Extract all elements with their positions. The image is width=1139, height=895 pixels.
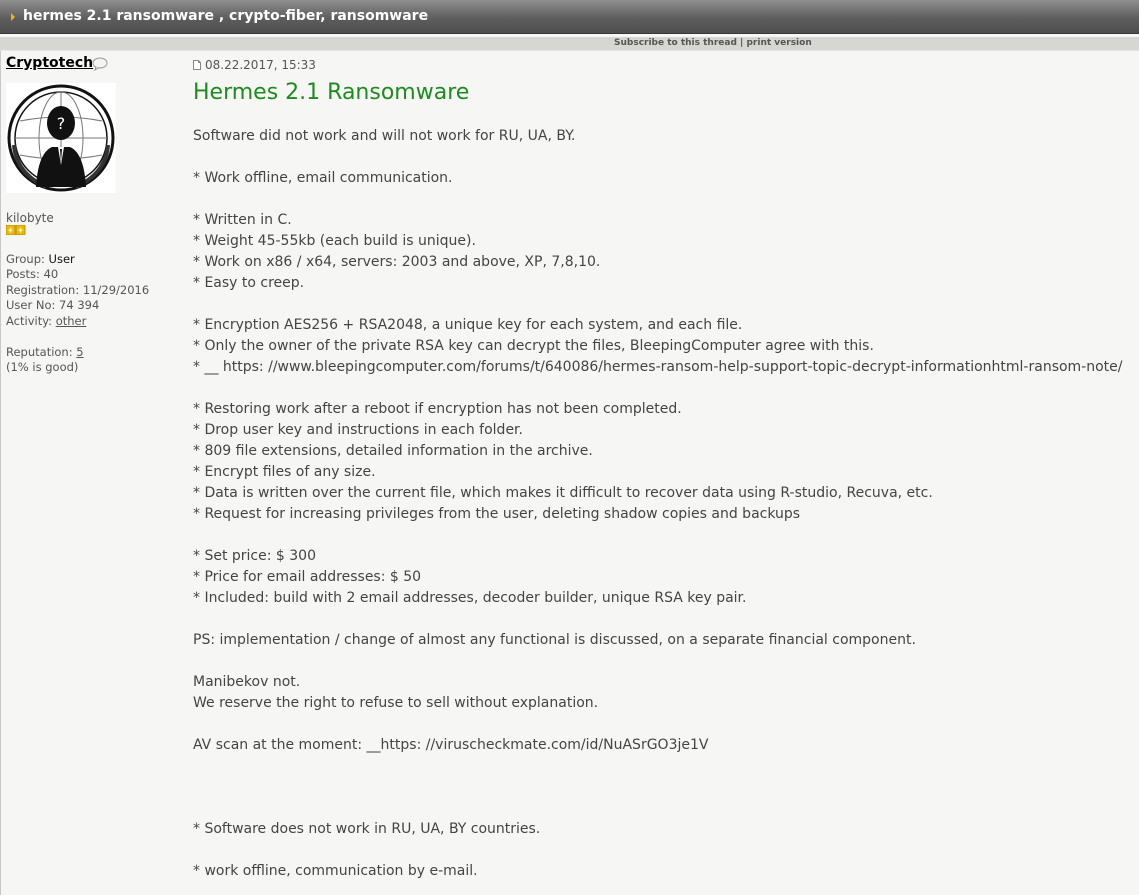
user-activity-link[interactable]: other (55, 314, 87, 328)
post-line: * Work offline, email communication. (193, 170, 453, 186)
post-line: * Easy to creep. (193, 275, 305, 291)
post-line: * Drop user key and instructions in each folder. (193, 422, 523, 438)
post-line: * Encryption AES256 + RSA2048, a unique key for each system, and each file. (193, 317, 743, 333)
post-line (193, 189, 1133, 210)
post-line: Manibekov not. (193, 674, 301, 690)
post-line (193, 525, 1133, 546)
post-line: PS: implementation / change of almost any functional is discussed, on a separate financial component. (193, 632, 916, 648)
post-date-text: 08.22.2017, 15:33 (205, 58, 316, 72)
post-line: * Work on x86 / x64, servers: 2003 and above, XP, 7,8,10. (193, 254, 601, 270)
reputation-link[interactable]: 5 (76, 345, 84, 359)
user-number: User No: 74 394 (6, 298, 100, 312)
print-version-link[interactable]: print version (746, 38, 812, 48)
post-line: * work offline, communication by e-mail. (193, 863, 478, 879)
post-line: * Encrypt files of any size. (193, 464, 376, 480)
user-activity: Activity: other (6, 314, 87, 328)
document-icon (193, 60, 201, 70)
post-body (193, 126, 1133, 882)
post-line (193, 798, 1133, 819)
user-group: Group: User (6, 252, 75, 266)
post-line (193, 294, 1133, 315)
post-line (193, 777, 1133, 798)
post-line: * Restoring work after a reboot if encryption has not been completed. (193, 401, 682, 417)
thread-tools-bar (0, 37, 1139, 51)
user-reputation: Reputation: 5 (6, 345, 84, 359)
username-link[interactable]: Cryptotech (6, 55, 94, 71)
post-line: * Included: build with 2 email addresses, decoder builder, unique RSA key pair. (193, 590, 747, 606)
post-line (193, 147, 1133, 168)
thread-tools (614, 37, 812, 50)
user-registration: Registration: 11/29/2016 (6, 283, 150, 297)
post-line: We reserve the right to refuse to sell without explanation. (193, 695, 599, 711)
user-group-value: User (48, 252, 75, 266)
post-line: * Data is written over the current file, which makes it difficult to recover data using R-studio, Recuva, etc. (193, 485, 933, 501)
post-line: AV scan at the moment: __https: //viruscheckmate.com/id/NuASrGO3je1V (193, 737, 709, 753)
post-line: * __ https: //www.bleepingcomputer.com/forums/t/640086/hermes-ransom-help-support-topic-decrypt-informationhtml-ransom-note/ (193, 359, 1123, 375)
post-line (193, 756, 1133, 777)
svg-text:?: ? (56, 114, 66, 133)
triangle-right-icon (11, 13, 15, 21)
post-line (193, 714, 1133, 735)
post-line (193, 378, 1133, 399)
subscribe-link[interactable]: Subscribe to this thread (614, 38, 737, 48)
post-line: Software did not work and will not work for RU, UA, BY. (193, 128, 576, 144)
post-line (193, 840, 1133, 861)
tools-separator: | (740, 38, 744, 48)
reputation-note: (1% is good) (6, 360, 79, 374)
post-line: * Price for email addresses: $ 50 (193, 569, 422, 585)
thread-title-bar (0, 0, 1139, 34)
user-posts: Posts: 40 (6, 267, 59, 281)
user-avatar (6, 83, 116, 193)
rank-stars-icon (6, 225, 26, 235)
post-line: * Weight 45-55kb (each build is unique). (193, 233, 476, 249)
user-rank: kilobyte (6, 211, 54, 225)
post-title: Hermes 2.1 Ransomware (193, 80, 470, 105)
thread-title: hermes 2.1 ransomware , crypto-fiber, ransomware (23, 8, 429, 24)
post-line (193, 651, 1133, 672)
post-line: * Written in C. (193, 212, 292, 228)
left-border (0, 51, 1, 895)
post-line: * Software does not work in RU, UA, BY countries. (193, 821, 541, 837)
post-line: * Only the owner of the private RSA key can decrypt the files, BleepingComputer agree with this. (193, 338, 874, 354)
post-line (193, 609, 1133, 630)
post-line: * Request for increasing privileges from the user, deleting shadow copies and backups (193, 506, 801, 522)
post-line: * 809 file extensions, detailed information in the archive. (193, 443, 593, 459)
speech-bubble-icon[interactable] (92, 57, 108, 71)
post-line: * Set price: $ 300 (193, 548, 316, 564)
post-date (193, 58, 316, 72)
